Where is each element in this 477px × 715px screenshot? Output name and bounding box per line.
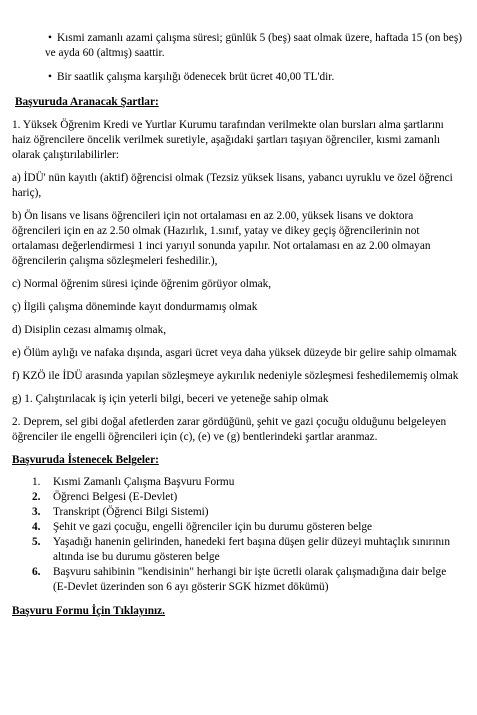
document-item-text: Şehit ve gazi çocuğu, engelli öğrenciler için bu durumu gösteren belge <box>53 521 373 533</box>
document-item <box>12 565 463 595</box>
bullet-item-hourly-wage <box>12 70 463 85</box>
document-item-text: Transkript (Öğrenci Bilgi Sistemi) <box>53 506 209 518</box>
document-item-number: 1. <box>32 476 41 488</box>
bullet-text: Bir saatlik çalışma karşılığı ödenecek brüt ücret 40,00 TL'dir. <box>57 71 335 83</box>
document-item-text: Yaşadığı hanenin gelirinden, hanedeki fert başına düşen gelir düzeyi muhtaçlık sınırının altında ise bu durumu gösteren belge <box>53 536 450 563</box>
requirements-note: 2. Deprem, sel gibi doğal afetlerden zarar gördüğünü, şehit ve gazi çocuğu olduğunu belgeleyen öğrenciler ile engelli öğrencileri için (c), (e) ve (g) bentlerindeki şartlar aranmaz. <box>12 416 447 443</box>
document-item-number: 5. <box>32 536 41 548</box>
requirement-item-a: a) İDÜ' nün kayıtlı (aktif) öğrencisi olmak (Tezsiz yüksek lisans, yabancı uyruklu ve özel öğrenci hariç), <box>12 172 453 199</box>
requirement-item-d: d) Disiplin cezası almamış olmak, <box>12 324 167 336</box>
application-form-link[interactable]: Başvuru Formu İçin Tıklayınız. <box>12 605 165 617</box>
document-item <box>12 520 463 535</box>
bullet-icon: • <box>48 32 52 44</box>
bullet-text: Kısmi zamanlı azami çalışma süresi; günlük 5 (beş) saat olmak üzere, haftada 15 (on beş) ve ayda 60 (altmış) saattir. <box>45 32 462 59</box>
requirements-title: Başvuruda Aranacak Şartlar: <box>15 96 159 108</box>
bullet-item-working-hours <box>12 31 463 61</box>
requirement-item-g: g) 1. Çalıştırılacak iş için yeterli bilgi, beceri ve yeteneğe sahip olmak <box>12 393 329 405</box>
document-item <box>12 535 463 565</box>
documents-title: Başvuruda İstenecek Belgeler: <box>12 454 159 466</box>
document-item-number: 6. <box>32 566 41 578</box>
document-item <box>12 490 463 505</box>
document-item <box>12 505 463 520</box>
requirement-item-e: e) Ölüm aylığı ve nafaka dışında, asgari ücret veya daha yüksek düzeyde bir gelire sahip olmamak <box>12 347 457 359</box>
document-item-number: 3. <box>32 506 41 518</box>
document-item-text: Başvuru sahibinin "kendisinin" herhangi bir işte ücretli olarak çalışmadığına dair belge (E-Devlet üzerinden son 6 ayı gösterir SGK hizmet dökümü) <box>53 566 447 593</box>
document-item-text: Öğrenci Belgesi (E-Devlet) <box>53 491 178 503</box>
document-page <box>0 31 477 715</box>
requirement-item-f: f) KZÖ ile İDÜ arasında yapılan sözleşmeye aykırılık nedeniyle sözleşmesi feshedilememiş olmak <box>12 370 459 382</box>
document-item-number: 2. <box>32 491 41 503</box>
document-item <box>12 475 463 490</box>
document-item-text: Kısmi Zamanlı Çalışma Başvuru Formu <box>53 476 235 488</box>
requirement-item-b: b) Ön lisans ve lisans öğrencileri için not ortalaması en az 2.00, yüksek lisans ve doktora öğrencileri için en az 2.50 olmak (Hazırlık, 1.sınıf, yatay ve dikey geçiş öğrencilerinin not ortalaması değerlendirmesi 1 inci yarıyıl sonunda yapılır. Not ortalaması en az 2.00 olmayan öğrencilerin çalışma sözleşmeleri feshedilir.), <box>12 210 431 267</box>
documents-list <box>12 475 463 595</box>
form-link-row <box>12 604 463 619</box>
requirement-item-cc: ç) İlgili çalışma döneminde kayıt dondurmamış olmak <box>12 301 258 313</box>
bullet-icon: • <box>48 71 52 83</box>
document-item-number: 4. <box>32 521 41 533</box>
requirement-item-c: c) Normal öğrenim süresi içinde öğrenim görüyor olmak, <box>12 278 272 290</box>
requirements-intro: 1. Yüksek Öğrenim Kredi ve Yurtlar Kurumu tarafından verilmekte olan bursları alma şartlarını haiz öğrencilere öncelik verilmek suretiyle, aşağıdaki şartları taşıyan öğrenciler, kısmi zamanlı olarak çalıştırılabilirler: <box>12 119 444 161</box>
